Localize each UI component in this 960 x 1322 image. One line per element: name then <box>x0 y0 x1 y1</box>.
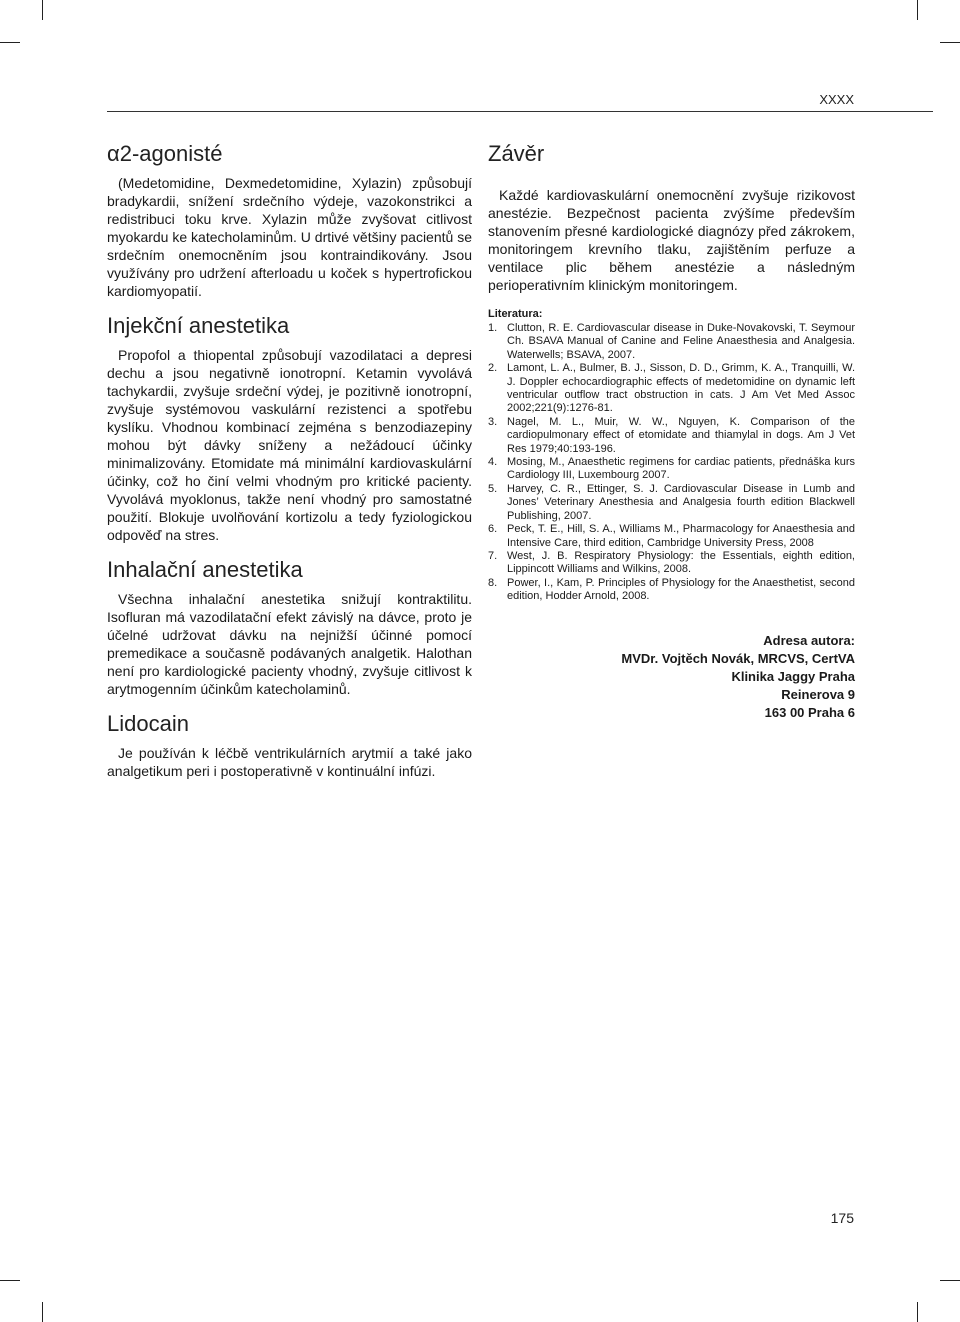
crop-mark <box>42 1302 43 1322</box>
reference-item: 3. Nagel, M. L., Muir, W. W., Nguyen, K. Comparison of the cardiopulmonary effect of etomidate and thiamylal in dogs. Am J Vet Res 1979;40:193-196. <box>488 415 855 455</box>
crop-mark <box>42 0 43 20</box>
author-address <box>488 632 855 722</box>
section-paragraph: (Medetomidine, Dexmedetomidine, Xylazin) způsobují bradykardii, snížení srdečního výdeje, vazokonstrikci a redistribuci toku krve. Xylazin může zvyšovat citlivost myokardu ke katecholaminům. U drtivé většiny pacientů se srdečním onemocněním jsou kontraindikovány. Jsou využívány pro udržení afterloadu u koček s hypertrofickou kardiomyopatií. <box>107 175 472 299</box>
reference-item: 2. Lamont, L. A., Bulmer, B. J., Sisson, D. D., Grimm, K. A., Tranquilli, W. J. Doppler echocardiographic effects of medetomidine on dynamic left ventricular outflow tract obstruction in cats. J Am Vet Med Assoc 2002;221(9):1276-81. <box>488 362 855 415</box>
address-line: MVDr. Vojtěch Novák, MRCVS, CertVA <box>621 650 855 666</box>
section-heading: Injekční anestetika <box>107 313 290 338</box>
section-heading: α2-agonisté <box>107 141 223 166</box>
page-number: 175 <box>830 1210 854 1226</box>
section-paragraph: Je používán k léčbě ventrikulárních arytmií a také jako analgetikum peri i postoperativně v kontinuální infúzi. <box>107 745 472 779</box>
crop-mark <box>917 0 918 20</box>
address-line: Reinerova 9 <box>781 686 855 702</box>
conclusion-paragraph: Každé kardiovaskulární onemocnění zvyšuje rizikovost anestézie. Bezpečnost pacienta zvýšíme především stanovením přesné kardiologické diagnózy před zákrokem, monitoringem krevního tlaku, zajištěním perfuze a ventilace plic během anestézie a následným perioperativním klinickým monitoringem. <box>488 187 855 293</box>
section-injection-anesthetics <box>107 312 472 544</box>
section-alpha2-agonists <box>107 140 472 300</box>
section-paragraph: Propofol a thiopental způsobují vazodilataci a depresi dechu a jsou negativně ionotropní. Ketamin vyvolává tachykardii, zvyšuje srdeční výdej, je pozitivně ionotropní, zvyšuje systémovou vaskulární rezistenci a spotřebu kyslíku. Vhodnou kombinací zejména s benzodiazepiny mohou být dávky sníženy a nežádoucí účinky minimalizovány. Etomidate má minimální kardiovaskulární účinky, což ho činí velmi vhodným pro kritické pacienty. Vyvolává myoklonus, takže není vhodný pro samostatné použití. Blokuje uvolňování kortizolu a tedy fyziologickou odpověď na stres. <box>107 347 472 543</box>
reference-item: 4. Mosing, M., Anaesthetic regimens for cardiac patients, přednáška kurs Cardiology III, Luxembourg 2007. <box>488 456 855 482</box>
crop-mark <box>0 42 20 43</box>
section-inhalation-anesthetics <box>107 556 472 698</box>
address-line: 163 00 Praha 6 <box>764 704 855 720</box>
section-lidocain <box>107 710 472 780</box>
crop-mark <box>940 42 960 43</box>
crop-mark <box>917 1302 918 1322</box>
left-column <box>107 140 472 792</box>
crop-mark <box>940 1280 960 1281</box>
right-column <box>488 140 855 722</box>
reference-item: 1. Clutton, R. E. Cardiovascular disease in Duke-Novakovski, T. Seymour Ch. BSAVA Manual of Canine and Feline Anaesthesia and Analgesia. Waterwells; BSAVA, 2007. <box>488 322 855 361</box>
header-rule <box>107 111 933 112</box>
section-heading: Závěr <box>488 141 545 166</box>
reference-item: 6. Peck, T. E., Hill, S. A., Williams M., Pharmacology for Anaesthesia and Intensive Care, third edition, Cambridge University Press, 2008 <box>488 523 855 549</box>
section-heading: Inhalační anestetika <box>107 557 303 582</box>
section-heading: Lidocain <box>107 711 189 736</box>
running-header: XXXX <box>819 92 854 107</box>
reference-item: 7. West, J. B. Respiratory Physiology: the Essentials, eighth edition, Lippincott Williams and Wilkins, 2008. <box>488 549 855 576</box>
reference-item: 5. Harvey, C. R., Ettinger, S. J. Cardiovascular Disease in Lumb and Jones’ Veterinary Anesthesia and Analgesia fourth edition Blackwell Publishing, 2007. <box>488 482 855 522</box>
address-line: Adresa autora: <box>763 632 855 648</box>
literature-heading: Literatura: <box>488 308 543 320</box>
reference-item: 8. Power, I., Kam, P. Principles of Physiology for the Anaesthetist, second edition, Hodder Arnold, 2008. <box>488 576 855 603</box>
address-line: Klinika Jaggy Praha <box>731 668 855 684</box>
reference-list <box>488 322 855 604</box>
section-conclusion <box>488 140 855 294</box>
section-paragraph: Všechna inhalační anestetika snižují kontraktilitu. Isofluran má vazodilatační efekt závislý na dávce, proto je účelné udržovat dávku na nejnižší účinné pomocí premedikace a současně podávaných analgetik. Halothan není pro kardiologické pacienty vhodný, zvyšuje citlivost k arytmogenním účinkům katecholaminů. <box>107 591 472 697</box>
crop-mark <box>0 1280 20 1281</box>
